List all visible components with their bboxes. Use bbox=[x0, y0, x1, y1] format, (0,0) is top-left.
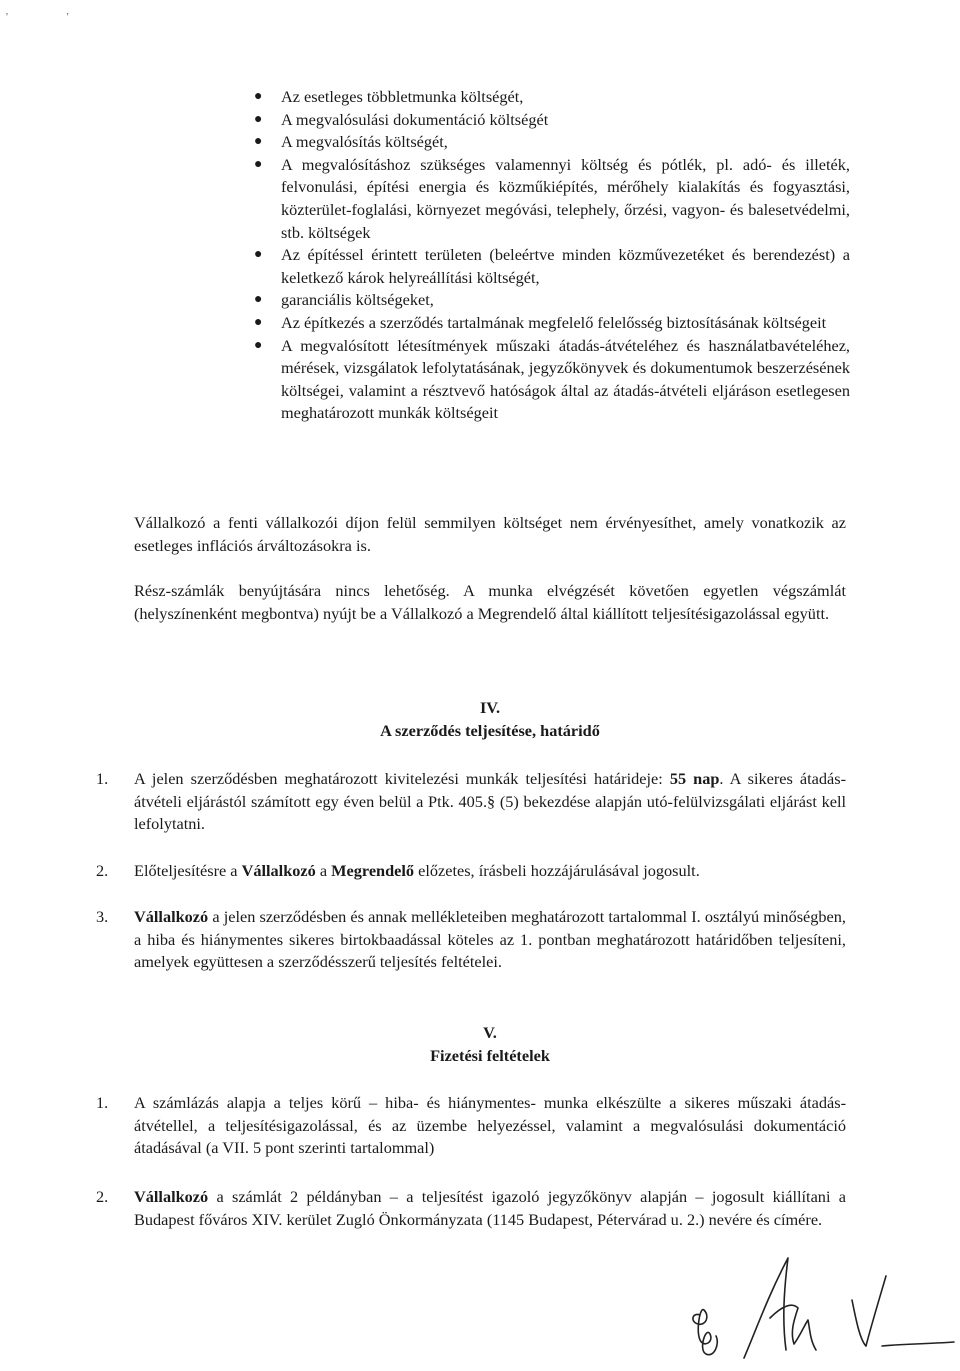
section-iv-list-3 bbox=[96, 906, 846, 974]
section-v-list bbox=[96, 1092, 846, 1160]
list-item: 1. A számlázás alapja a teljes körű – hiba- és hiánymentes- munka elkészülte a sikeres műszaki átadás- átvétellel, a teljesítésigazolással, és az üzembe helyezéssel, valamint a megvalósulási dokumentáció átadásával (a VII. 5 pont szerinti tartalommal) bbox=[96, 1093, 846, 1158]
section-v-list-2 bbox=[96, 1186, 846, 1231]
list-item: ● garanciális költségeket, bbox=[256, 289, 850, 312]
list-item: 2. Vállalkozó a számlát 2 példányban – a teljesítést igazoló jegyzőkönyv alapján – jogosult kiállítani a Budapest főváros XIV. kerület Zugló Önkormányzata (1145 Budapest, Pétervárad u. 2.) nevére és címére. bbox=[96, 1187, 846, 1229]
list-item: ● Az esetleges többletmunka költségét, bbox=[256, 86, 850, 109]
paragraph-invoicing: Rész-számlák benyújtására nincs lehetőség. A munka elvégzését követően egyetlen végszámlát (helyszínenként megbontva) nyújt be a Vállalkozó a Megrendelő által kiállított teljesítésigazolással együtt. bbox=[134, 581, 846, 623]
signature-mark-2 bbox=[744, 1258, 816, 1358]
list-item: 1. A jelen szerződésben meghatározott kivitelezési munkák teljesítési határideje: 55 nap. A sikeres átadás-átvételi eljárástól számított egy éven belül a Ptk. 405.§ (5) bekezdése alapján utó-felülvizsgálati eljárást kell lefolytatni. bbox=[96, 769, 846, 834]
section-iv-title: A szerződés teljesítése, határidő bbox=[380, 721, 600, 740]
bullet-icon: ● bbox=[254, 337, 263, 353]
bullet-icon: ● bbox=[254, 314, 263, 330]
list-item: ● A megvalósított létesítmények műszaki átadás-átvételéhez és használatbavételéhez, mérések, vizsgálatok lefolytatásának, jegyzőkönyvek és dokumentumok beszerzésének költségei, valamint a résztvevő hatóságok által az átadás-átvételi eljáráson esetlegesen meghatározott munkák költségeit bbox=[254, 335, 850, 423]
section-v-number: V. bbox=[483, 1023, 497, 1042]
bullet-icon: ● bbox=[254, 134, 263, 150]
section-iv-list-2 bbox=[96, 860, 846, 883]
bullet-icon: ● bbox=[254, 156, 263, 172]
list-item: ● A megvalósítás költségét, bbox=[256, 131, 850, 154]
corner-marks: ' ' bbox=[6, 11, 97, 23]
bullet-icon: ● bbox=[254, 89, 263, 104]
bullet-icon: ● bbox=[254, 247, 263, 263]
signature-mark-4 bbox=[882, 1342, 954, 1346]
section-v-title: Fizetési feltételek bbox=[430, 1046, 550, 1065]
list-item: 3. Vállalkozó a jelen szerződésben és annak mellékleteiben meghatározott tartalommal I. osztályú minőségben, a hiba és hiánymentes sikeres birtokbaadással köteles az 1. pontban meghatározott határidőben teljesíteni, amelyek együttesen a szerződésszerű teljesítés feltételei. bbox=[96, 907, 846, 972]
list-item: ● A megvalósulási dokumentáció költségét bbox=[256, 109, 850, 132]
section-iv-list bbox=[96, 768, 846, 836]
list-item: ● Az építéssel érintett területen (beleértve minden közművezetéket és berendezést) a keletkező károk helyreállítási költségét, bbox=[254, 245, 850, 287]
paragraph-inflation: Vállalkozó a fenti vállalkozói díjon felül semmilyen költséget nem érvényesíthet, amely vonatkozik az esetleges inflációs árváltozásokra is. bbox=[134, 513, 846, 555]
list-item: ● A megvalósításhoz szükséges valamennyi költség és pótlék, pl. adó- és illeték, felvonulási, építési energia és közműkiépítés, mérőhely kialakítás és fogyasztási, közterület-foglalási, környezet megóvási, telephely, őrzési, vagyon- és balesetvédelmi, stb. költségek bbox=[254, 154, 850, 242]
list-item: ● Az építkezés a szerződés tartalmának megfelelő felelősség biztosításának költségeit bbox=[256, 312, 850, 335]
cost-bullet-list bbox=[256, 86, 850, 425]
section-iv-number: IV. bbox=[479, 698, 501, 717]
list-item: 2. Előteljesítésre a Vállalkozó a Megrendelő előzetes, írásbeli hozzájárulásával jogosult. bbox=[96, 861, 700, 880]
signature-mark-1 bbox=[693, 1310, 717, 1355]
bullet-icon: ● bbox=[254, 111, 263, 127]
handwritten-signatures bbox=[670, 1240, 960, 1370]
bullet-icon: ● bbox=[254, 292, 263, 308]
signature-mark-3 bbox=[852, 1276, 886, 1346]
